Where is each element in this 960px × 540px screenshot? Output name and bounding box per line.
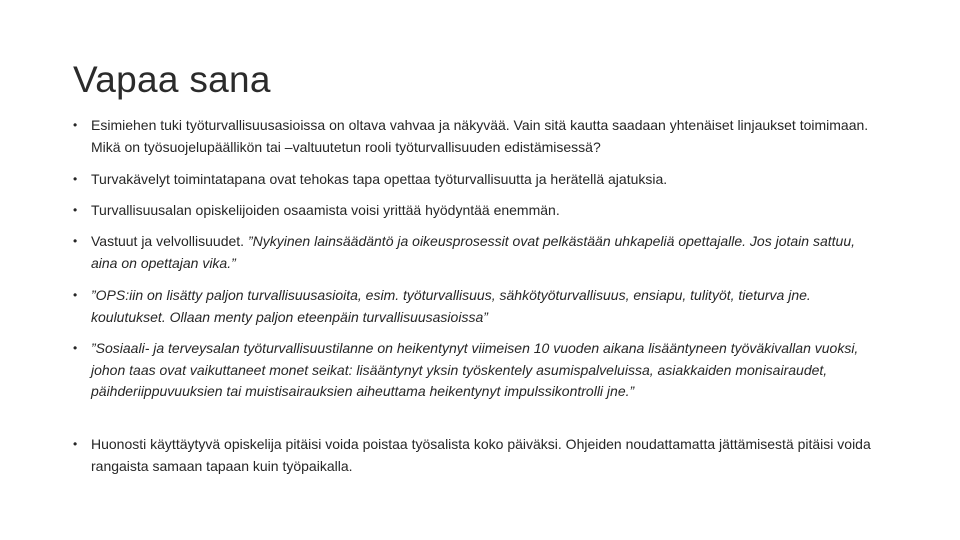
bullet-dot-icon: • [73,437,78,451]
bullet-dot-icon: • [73,203,78,217]
bullet-text: Huonosti käyttäytyvä opiskelija pitäisi voida poistaa työsalista koko päiväksi. Ohjeiden noudattamatta jättämisestä pitäisi voida rangaista samaan tapaan kuin työpaikalla. [91,436,871,474]
bullet-dot-icon: • [73,288,78,302]
bullet-item [73,338,883,403]
bullet-item [73,200,883,222]
bullet-quote: ”OPS:iin on lisätty paljon turvallisuusasioita, esim. työturvallisuus, sähkötyöturvallisuus, ensiapu, tulityöt, tieturva jne. koulutukset. Ollaan menty paljon eteenpäin turvallisuusasioissa” [91,287,811,325]
bullet-quote: ”Sosiaali- ja terveysalan työturvallisuustilanne on heikentynyt viimeisen 10 vuoden aikana lisääntyneen työväkivallan vuoksi, johon taas ovat vaikuttaneet monet seikat: lisääntynyt yksin työskentely asumispalveluissa, asiakkaiden monisairaudet, päihderiippuvuuksien tai muistisairauksien aiheuttama heikentynyt impulssikontrolli jne.” [91,340,859,399]
bullet-dot-icon: • [73,234,78,248]
bullet-text: Vastuut ja velvollisuudet. [91,233,248,249]
bullet-item [73,115,883,158]
bullet-text: Esimiehen tuki työturvallisuusasioissa on oltava vahvaa ja näkyvää. Vain sitä kautta saadaan yhtenäiset linjaukset toimimaan. Mikä on työsuojelupäällikön tai –valtuutetun rooli työturvallisuuden edistämisessä? [91,117,869,155]
bullet-quote: ”Nykyinen lainsäädäntö ja oikeusprosessit ovat pelkästään uhkapeliä opettajalle. Jos jotain sattuu, aina on opettajan vika.” [91,233,855,271]
bullet-item [73,231,883,274]
bullet-text: Turvakävelyt toimintatapana ovat tehokas tapa opettaa työturvallisuutta ja herätellä ajatuksia. [91,171,668,187]
bullet-item [73,169,883,191]
bullet-item [73,285,883,328]
bullet-text: Turvallisuusalan opiskelijoiden osaamista voisi yrittää hyödyntää enemmän. [91,202,560,218]
bullet-dot-icon: • [73,118,78,132]
bullet-item [73,434,883,477]
bullet-dot-icon: • [73,341,78,355]
slide-title: Vapaa sana [73,59,271,100]
bullet-dot-icon: • [73,172,78,186]
